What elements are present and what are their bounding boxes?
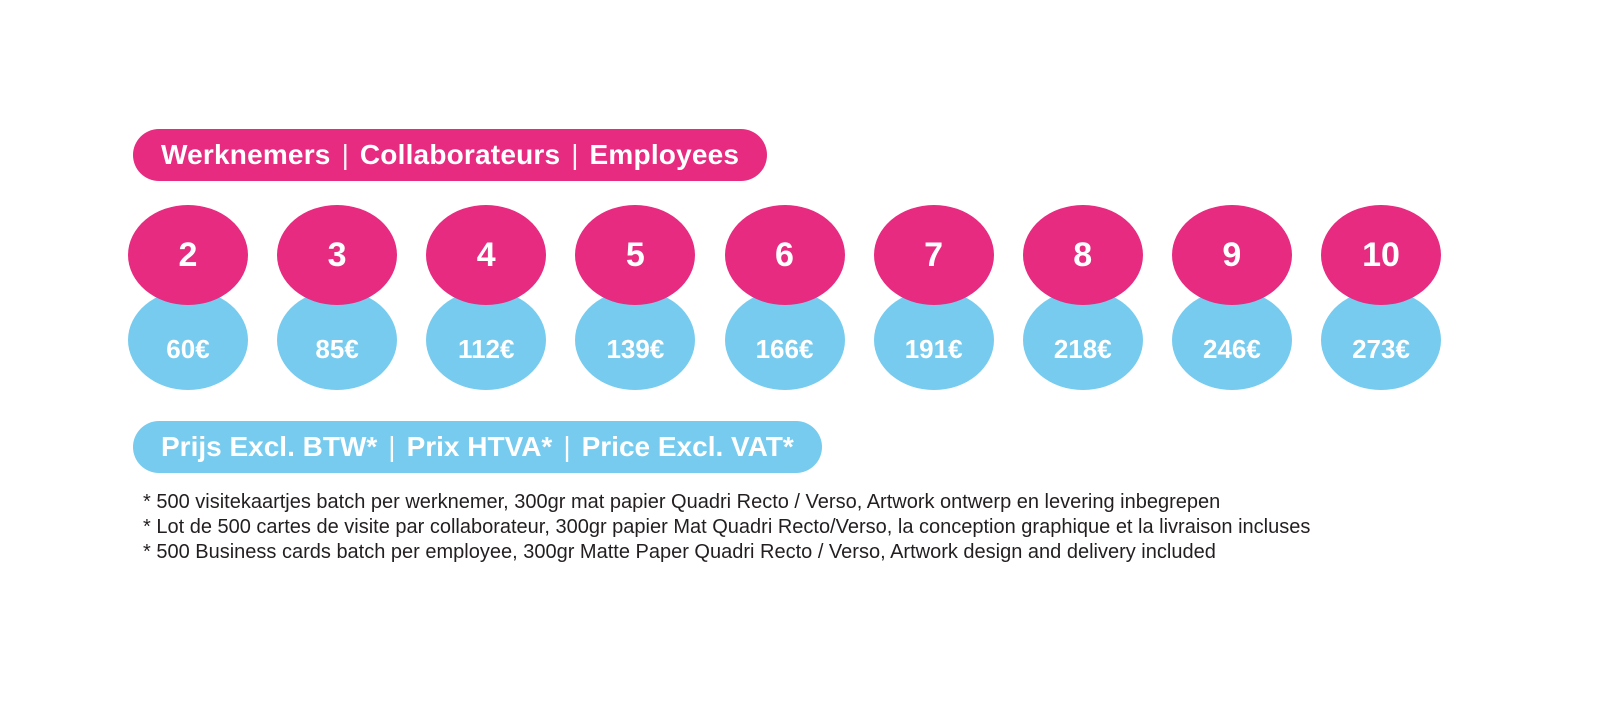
price-bubble <box>426 290 546 390</box>
employee-count-bubble <box>725 205 845 305</box>
employee-count-bubble <box>128 205 248 305</box>
footnote-fr: * Lot de 500 cartes de visite par collaborateur, 300gr papier Mat Quadri Recto/Verso, la conception graphique et la livraison incluses <box>143 516 1311 538</box>
price-label: 60€ <box>166 334 210 364</box>
price-excl-vat-pill <box>133 421 822 473</box>
employee-count-bubble <box>1321 205 1441 305</box>
price-label: 246€ <box>1202 334 1261 364</box>
pricing-column <box>1023 205 1143 390</box>
employee-count-label: 7 <box>924 236 944 274</box>
header-label-en: Employees <box>589 139 740 170</box>
footer-label-fr: Prix HTVA* <box>406 431 553 462</box>
employee-count-label: 4 <box>476 236 496 274</box>
employee-count-label: 5 <box>625 236 645 274</box>
price-label: 85€ <box>315 334 359 364</box>
pricing-columns <box>128 205 1441 390</box>
footnotes <box>143 490 1523 565</box>
header-label-nl: Werknemers <box>161 139 331 170</box>
footer-label-nl: Prijs Excl. BTW* <box>161 431 378 462</box>
employee-count-label: 10 <box>1362 236 1400 274</box>
price-label: 218€ <box>1053 334 1112 364</box>
header-separator-2: | <box>571 139 579 170</box>
employee-count-label: 8 <box>1073 236 1093 274</box>
employee-count-bubble <box>575 205 695 305</box>
price-label: 191€ <box>904 334 963 364</box>
pricing-column <box>1321 205 1441 390</box>
employee-count-bubble <box>1172 205 1292 305</box>
employee-count-label: 6 <box>775 236 794 274</box>
footer-label-en: Price Excl. VAT* <box>581 431 794 462</box>
price-bubble <box>575 290 695 390</box>
pricing-column <box>128 205 248 390</box>
footer-separator-1: | <box>388 431 396 462</box>
footer-separator-2: | <box>563 431 571 462</box>
employee-count-bubble <box>277 205 397 305</box>
pricing-column <box>874 205 994 390</box>
price-label: 139€ <box>606 334 665 364</box>
footnote-en: * 500 Business cards batch per employee, 300gr Matte Paper Quadri Recto / Verso, Artwork design and delivery included <box>143 541 1216 563</box>
price-bubble <box>1023 290 1143 390</box>
pricing-column <box>426 205 546 390</box>
header-separator-1: | <box>341 139 349 170</box>
employee-count-bubble <box>874 205 994 305</box>
footnote-nl: * 500 visitekaartjes batch per werknemer, 300gr mat papier Quadri Recto / Verso, Artwork ontwerp en levering inbegrepen <box>143 491 1221 513</box>
price-bubble <box>874 290 994 390</box>
pricing-column <box>1172 205 1292 390</box>
price-bubble <box>128 290 248 390</box>
pricing-column <box>575 205 695 390</box>
price-bubble <box>1321 290 1441 390</box>
employee-count-bubble <box>1023 205 1143 305</box>
employee-count-label: 3 <box>327 236 347 274</box>
price-bubble <box>725 290 845 390</box>
price-bubble <box>277 290 397 390</box>
employees-header-pill <box>133 129 767 181</box>
price-bubble <box>1172 290 1292 390</box>
price-label: 273€ <box>1352 334 1410 364</box>
employee-count-bubble <box>426 205 546 305</box>
header-label-fr: Collaborateurs <box>359 139 561 170</box>
price-label: 112€ <box>458 334 515 364</box>
employee-count-label: 2 <box>178 236 198 274</box>
price-label: 166€ <box>755 334 814 364</box>
pricing-column <box>277 205 397 390</box>
pricing-column <box>725 205 845 390</box>
employee-count-label: 9 <box>1222 236 1242 274</box>
